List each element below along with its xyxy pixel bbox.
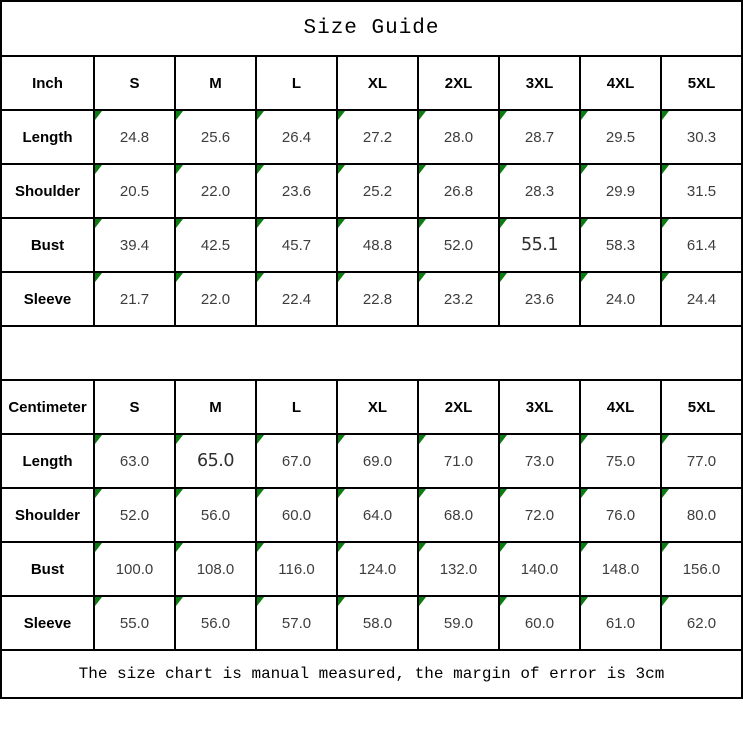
row-label: Sleeve xyxy=(1,272,94,326)
size-value-cell xyxy=(499,434,580,488)
corner-marker-icon xyxy=(95,111,102,120)
size-value-cell xyxy=(418,110,499,164)
cm-header-row xyxy=(1,380,742,434)
cell-value: 42.5 xyxy=(200,236,231,254)
size-value-cell xyxy=(580,488,661,542)
corner-marker-icon xyxy=(176,111,183,120)
corner-marker-icon xyxy=(500,489,507,498)
cell-value: 20.5 xyxy=(119,182,150,200)
size-header-3xl: 3XL xyxy=(499,380,580,434)
cell-value: 22.4 xyxy=(281,290,312,308)
inch-length-row xyxy=(1,110,742,164)
corner-marker-icon xyxy=(581,273,588,282)
corner-marker-icon xyxy=(176,219,183,228)
size-value-cell xyxy=(94,542,175,596)
corner-marker-icon xyxy=(500,543,507,552)
cell-value: 63.0 xyxy=(119,452,150,470)
size-value-cell xyxy=(94,218,175,272)
size-value-cell xyxy=(580,272,661,326)
cell-value: 124.0 xyxy=(358,560,397,578)
corner-marker-icon xyxy=(176,489,183,498)
cell-value: 76.0 xyxy=(605,506,636,524)
corner-marker-icon xyxy=(176,165,183,174)
corner-marker-icon xyxy=(338,597,345,606)
cell-value: 22.0 xyxy=(200,290,231,308)
cell-value: 148.0 xyxy=(601,560,640,578)
corner-marker-icon xyxy=(257,597,264,606)
cell-value: 132.0 xyxy=(439,560,478,578)
corner-marker-icon xyxy=(500,165,507,174)
cm-length-row xyxy=(1,434,742,488)
cell-value: 55.0 xyxy=(119,614,150,632)
corner-marker-icon xyxy=(500,597,507,606)
size-value-cell xyxy=(94,596,175,650)
corner-marker-icon xyxy=(500,435,507,444)
corner-marker-icon xyxy=(419,543,426,552)
cell-value: 48.8 xyxy=(362,236,393,254)
cell-value: 75.0 xyxy=(605,452,636,470)
size-value-cell xyxy=(94,272,175,326)
cell-value: 60.0 xyxy=(281,506,312,524)
corner-marker-icon xyxy=(95,165,102,174)
corner-marker-icon xyxy=(338,165,345,174)
cell-value: 60.0 xyxy=(524,614,555,632)
size-header-5xl: 5XL xyxy=(661,56,742,110)
corner-marker-icon xyxy=(95,273,102,282)
corner-marker-icon xyxy=(176,435,183,444)
size-value-cell xyxy=(256,110,337,164)
cell-value: 30.3 xyxy=(686,128,717,146)
corner-marker-icon xyxy=(95,489,102,498)
size-header-2xl: 2XL xyxy=(418,380,499,434)
size-value-cell xyxy=(580,596,661,650)
cm-sleeve-row xyxy=(1,596,742,650)
size-value-cell xyxy=(337,596,418,650)
corner-marker-icon xyxy=(662,435,669,444)
inch-bust-row xyxy=(1,218,742,272)
size-value-cell xyxy=(175,164,256,218)
size-value-cell xyxy=(418,434,499,488)
cell-value: 68.0 xyxy=(443,506,474,524)
cell-value: 26.8 xyxy=(443,182,474,200)
size-value-cell xyxy=(337,164,418,218)
size-value-cell xyxy=(580,434,661,488)
size-value-cell xyxy=(418,164,499,218)
size-value-cell xyxy=(256,542,337,596)
size-value-cell xyxy=(661,272,742,326)
corner-marker-icon xyxy=(581,597,588,606)
size-value-cell xyxy=(175,272,256,326)
corner-marker-icon xyxy=(581,111,588,120)
size-value-cell xyxy=(499,596,580,650)
corner-marker-icon xyxy=(338,489,345,498)
corner-marker-icon xyxy=(257,219,264,228)
cell-value: 25.6 xyxy=(200,128,231,146)
corner-marker-icon xyxy=(662,597,669,606)
size-value-cell xyxy=(175,110,256,164)
corner-marker-icon xyxy=(419,489,426,498)
size-value-cell xyxy=(256,218,337,272)
corner-marker-icon xyxy=(500,219,507,228)
corner-marker-icon xyxy=(419,165,426,174)
cell-value: 26.4 xyxy=(281,128,312,146)
row-label: Shoulder xyxy=(1,488,94,542)
cell-value: 31.5 xyxy=(686,182,717,200)
size-header-4xl: 4XL xyxy=(580,380,661,434)
size-value-cell xyxy=(499,218,580,272)
size-header-m: M xyxy=(175,56,256,110)
size-header-l: L xyxy=(256,380,337,434)
size-value-cell xyxy=(418,218,499,272)
corner-marker-icon xyxy=(662,165,669,174)
cell-value: 69.0 xyxy=(362,452,393,470)
size-value-cell xyxy=(94,488,175,542)
size-value-cell xyxy=(499,164,580,218)
corner-marker-icon xyxy=(419,273,426,282)
size-value-cell xyxy=(580,164,661,218)
size-value-cell xyxy=(499,488,580,542)
size-value-cell xyxy=(175,596,256,650)
corner-marker-icon xyxy=(257,435,264,444)
cell-value: 77.0 xyxy=(686,452,717,470)
corner-marker-icon xyxy=(500,111,507,120)
size-value-cell xyxy=(580,218,661,272)
cm-bust-row xyxy=(1,542,742,596)
size-header-l: L xyxy=(256,56,337,110)
cell-value: 22.0 xyxy=(200,182,231,200)
cell-value: 29.9 xyxy=(605,182,636,200)
cell-value: 71.0 xyxy=(443,452,474,470)
cell-value: 100.0 xyxy=(115,560,154,578)
cell-value: 108.0 xyxy=(196,560,235,578)
corner-marker-icon xyxy=(338,273,345,282)
row-label: Length xyxy=(1,434,94,488)
spacer-cell xyxy=(1,326,742,380)
size-value-cell xyxy=(499,542,580,596)
cell-value: 21.7 xyxy=(119,290,150,308)
cell-value: 58.3 xyxy=(605,236,636,254)
cell-value: 80.0 xyxy=(686,506,717,524)
size-header-xl: XL xyxy=(337,56,418,110)
cell-value: 140.0 xyxy=(520,560,559,578)
size-header-xl: XL xyxy=(337,380,418,434)
corner-marker-icon xyxy=(581,435,588,444)
inch-header-row xyxy=(1,56,742,110)
cell-value: 25.2 xyxy=(362,182,393,200)
corner-marker-icon xyxy=(581,165,588,174)
size-value-cell xyxy=(661,110,742,164)
size-header-s: S xyxy=(94,56,175,110)
size-header-s: S xyxy=(94,380,175,434)
corner-marker-icon xyxy=(419,435,426,444)
title-row xyxy=(1,1,742,56)
corner-marker-icon xyxy=(419,111,426,120)
cell-value: 29.5 xyxy=(605,128,636,146)
size-value-cell xyxy=(337,218,418,272)
corner-marker-icon xyxy=(662,273,669,282)
unit-header-inch: Inch xyxy=(1,56,94,110)
cell-value: 62.0 xyxy=(686,614,717,632)
cell-value: 156.0 xyxy=(682,560,721,578)
cell-value: 52.0 xyxy=(443,236,474,254)
size-value-cell xyxy=(580,110,661,164)
corner-marker-icon xyxy=(500,273,507,282)
size-value-cell xyxy=(337,542,418,596)
inch-sleeve-row xyxy=(1,272,742,326)
cell-value: 56.0 xyxy=(200,506,231,524)
corner-marker-icon xyxy=(662,489,669,498)
cell-value: 23.6 xyxy=(281,182,312,200)
row-label: Sleeve xyxy=(1,596,94,650)
size-value-cell xyxy=(661,542,742,596)
size-value-cell xyxy=(418,488,499,542)
size-value-cell xyxy=(418,542,499,596)
unit-header-centimeter: Centimeter xyxy=(1,380,94,434)
size-header-4xl: 4XL xyxy=(580,56,661,110)
corner-marker-icon xyxy=(581,543,588,552)
size-value-cell xyxy=(256,272,337,326)
corner-marker-icon xyxy=(338,543,345,552)
size-value-cell xyxy=(661,488,742,542)
size-value-cell xyxy=(256,164,337,218)
measurement-note: The size chart is manual measured, the margin of error is 3cm xyxy=(1,650,742,698)
corner-marker-icon xyxy=(176,543,183,552)
cell-value: 57.0 xyxy=(281,614,312,632)
corner-marker-icon xyxy=(257,273,264,282)
cell-value: 23.6 xyxy=(524,290,555,308)
corner-marker-icon xyxy=(662,111,669,120)
corner-marker-icon xyxy=(662,219,669,228)
row-label: Shoulder xyxy=(1,164,94,218)
cell-value: 24.4 xyxy=(686,290,717,308)
spacer-row xyxy=(1,326,742,380)
size-value-cell xyxy=(175,218,256,272)
cell-value: 23.2 xyxy=(443,290,474,308)
corner-marker-icon xyxy=(95,219,102,228)
size-value-cell xyxy=(337,110,418,164)
size-value-cell xyxy=(661,218,742,272)
cell-value: 22.8 xyxy=(362,290,393,308)
corner-marker-icon xyxy=(338,219,345,228)
cell-value: 59.0 xyxy=(443,614,474,632)
cell-value: 28.0 xyxy=(443,128,474,146)
corner-marker-icon xyxy=(95,597,102,606)
cell-value: 27.2 xyxy=(362,128,393,146)
corner-marker-icon xyxy=(95,435,102,444)
cell-value: 52.0 xyxy=(119,506,150,524)
cell-value: 28.7 xyxy=(524,128,555,146)
cell-value: 24.8 xyxy=(119,128,150,146)
cell-value: 58.0 xyxy=(362,614,393,632)
size-value-cell xyxy=(94,164,175,218)
cell-value: 67.0 xyxy=(281,452,312,470)
size-value-cell xyxy=(661,164,742,218)
cell-value: 39.4 xyxy=(119,236,150,254)
cell-value: 61.4 xyxy=(686,236,717,254)
cell-value: 28.3 xyxy=(524,182,555,200)
size-header-2xl: 2XL xyxy=(418,56,499,110)
size-value-cell xyxy=(175,488,256,542)
cell-value: 24.0 xyxy=(605,290,636,308)
cell-value: 56.0 xyxy=(200,614,231,632)
size-value-cell xyxy=(499,272,580,326)
corner-marker-icon xyxy=(338,111,345,120)
size-header-5xl: 5XL xyxy=(661,380,742,434)
size-value-cell xyxy=(337,488,418,542)
cell-value: 45.7 xyxy=(281,236,312,254)
corner-marker-icon xyxy=(176,273,183,282)
size-value-cell xyxy=(175,434,256,488)
corner-marker-icon xyxy=(338,435,345,444)
size-value-cell xyxy=(418,596,499,650)
corner-marker-icon xyxy=(95,543,102,552)
size-value-cell xyxy=(661,434,742,488)
corner-marker-icon xyxy=(419,219,426,228)
size-value-cell xyxy=(175,542,256,596)
size-header-3xl: 3XL xyxy=(499,56,580,110)
cell-value: 73.0 xyxy=(524,452,555,470)
corner-marker-icon xyxy=(257,543,264,552)
cell-value: 116.0 xyxy=(278,560,315,578)
size-value-cell xyxy=(337,272,418,326)
size-value-cell xyxy=(256,488,337,542)
cm-shoulder-row xyxy=(1,488,742,542)
corner-marker-icon xyxy=(257,111,264,120)
row-label: Length xyxy=(1,110,94,164)
page-title: Size Guide xyxy=(1,1,742,56)
cell-value: 64.0 xyxy=(362,506,393,524)
size-value-cell xyxy=(337,434,418,488)
size-value-cell xyxy=(418,272,499,326)
cell-value: 72.0 xyxy=(524,506,555,524)
size-value-cell xyxy=(94,434,175,488)
cell-value: 65.0 xyxy=(197,451,234,471)
inch-shoulder-row xyxy=(1,164,742,218)
footer-row xyxy=(1,650,742,698)
row-label: Bust xyxy=(1,542,94,596)
size-value-cell xyxy=(256,434,337,488)
corner-marker-icon xyxy=(257,165,264,174)
row-label: Bust xyxy=(1,218,94,272)
corner-marker-icon xyxy=(257,489,264,498)
corner-marker-icon xyxy=(662,543,669,552)
size-value-cell xyxy=(94,110,175,164)
corner-marker-icon xyxy=(581,219,588,228)
corner-marker-icon xyxy=(419,597,426,606)
size-value-cell xyxy=(580,542,661,596)
cell-value: 61.0 xyxy=(605,614,636,632)
size-value-cell xyxy=(256,596,337,650)
size-value-cell xyxy=(661,596,742,650)
corner-marker-icon xyxy=(581,489,588,498)
cell-value: 55.1 xyxy=(521,235,558,255)
corner-marker-icon xyxy=(176,597,183,606)
size-header-m: M xyxy=(175,380,256,434)
size-value-cell xyxy=(499,110,580,164)
